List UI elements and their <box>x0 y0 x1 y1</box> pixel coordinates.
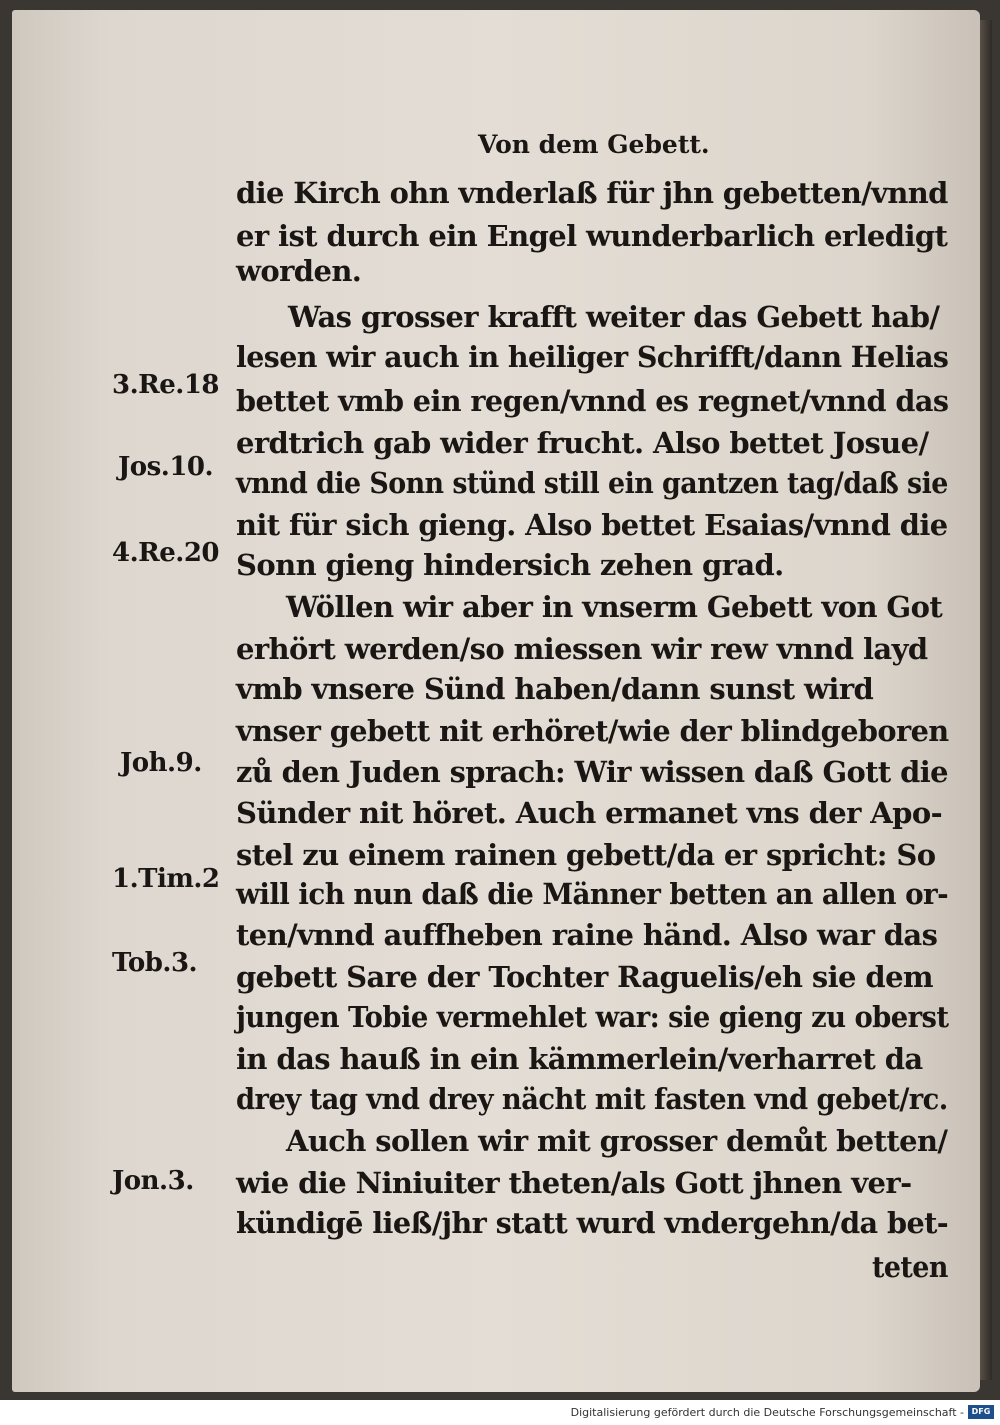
text-line-2: er ist durch ein Engel wunderbarlich erledigt <box>236 219 948 253</box>
dfg-logo-icon: DFG <box>968 1405 994 1419</box>
text-line-13: vmb vnsere Sünd haben/dann sunst wird <box>236 672 874 706</box>
funding-credit: Digitalisierung gefördert durch die Deutsche Forschungsgemeinschaft - <box>570 1406 964 1419</box>
margin-note-tob-3: Tob.3. <box>112 948 198 978</box>
text-line-9: nit für sich gieng. Also bettet Esaias/vnnd die <box>236 508 948 542</box>
text-line-17: stel zu einem rainen gebett/da er spricht: So <box>236 838 936 872</box>
text-line-4: Was grosser krafft weiter das Gebett hab/ <box>288 300 940 334</box>
text-line-12: erhört werden/so miessen wir rew vnnd layd <box>236 632 928 666</box>
text-line-22: in das hauß in ein kämmerlein/verharret da <box>236 1042 923 1076</box>
margin-note-joh-9: Joh.9. <box>120 748 202 778</box>
text-line-10: Sonn gieng hindersich zehen grad. <box>236 548 784 582</box>
text-line-19: ten/vnnd auffheben raine händ. Also war das <box>236 918 938 952</box>
margin-note-4-re-20: 4.Re.20 <box>112 538 220 568</box>
margin-note-1-tim-2: 1.Tim.2 <box>112 864 220 894</box>
text-line-25: wie die Niniuiter theten/als Gott jhnen ver- <box>236 1166 912 1200</box>
text-line-21: jungen Tobie vermehlet war: sie gieng zu oberst <box>236 1000 949 1034</box>
running-header: Von dem Gebett. <box>478 130 710 159</box>
text-line-6: bettet vmb ein regen/vnnd es regnet/vnnd das <box>236 384 949 418</box>
text-line-24: Auch sollen wir mit grosser demůt betten/ <box>286 1124 948 1158</box>
margin-note-3-re-18: 3.Re.18 <box>112 370 220 400</box>
text-line-5: lesen wir auch in heiliger Schrifft/dann Helias <box>236 340 949 374</box>
margin-note-jon-3: Jon.3. <box>112 1166 194 1196</box>
text-line-3: worden. <box>236 254 362 288</box>
catchword: teten <box>872 1250 948 1284</box>
footer-bar <box>0 1400 1000 1425</box>
text-line-7: erdtrich gab wider frucht. Also bettet Josue/ <box>236 426 929 460</box>
text-line-11: Wöllen wir aber in vnserm Gebett von Got <box>286 590 943 624</box>
text-line-14: vnser gebett nit erhöret/wie der blindgeboren <box>236 714 949 748</box>
text-line-15: zů den Juden sprach: Wir wissen daß Gott die <box>236 755 948 789</box>
margin-note-jos-10: Jos.10. <box>118 452 214 482</box>
text-line-23: drey tag vnd drey nächt mit fasten vnd gebet/rc. <box>236 1082 948 1116</box>
text-line-20: gebett Sare der Tochter Raguelis/eh sie dem <box>236 960 934 994</box>
text-line-16: Sünder nit höret. Auch ermanet vns der Apo- <box>236 796 943 830</box>
text-line-18: will ich nun daß die Männer betten an allen or- <box>236 877 949 911</box>
text-line-8: vnnd die Sonn stünd still ein gantzen tag/daß sie <box>236 466 948 500</box>
text-line-1: die Kirch ohn vnderlaß für jhn gebetten/vnnd <box>236 176 948 210</box>
text-line-26: kündigē ließ/jhr statt wurd vndergehn/da bet- <box>236 1206 949 1240</box>
